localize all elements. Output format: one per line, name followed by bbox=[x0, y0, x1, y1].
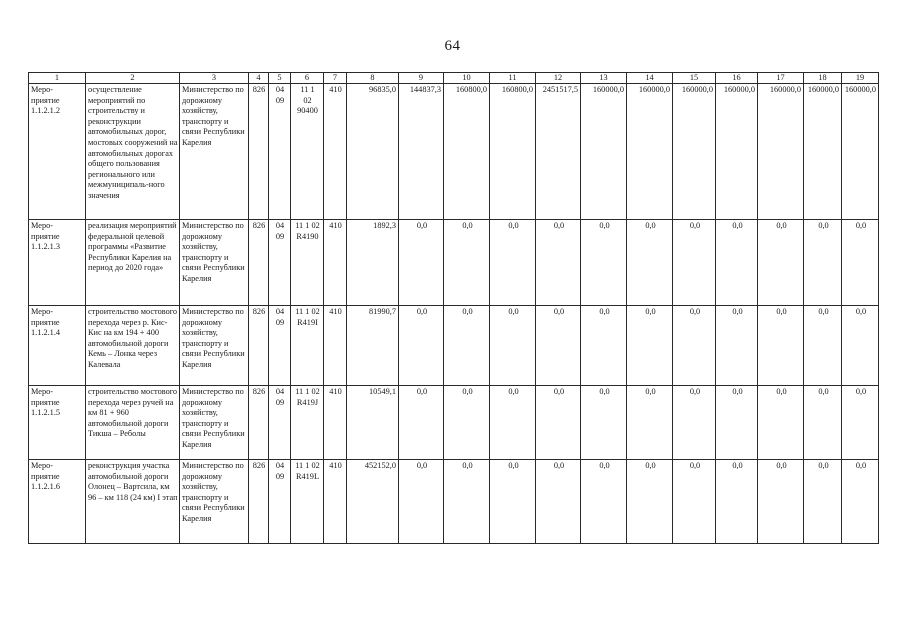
column-number-row bbox=[29, 73, 879, 84]
amount-cell: 0,0 bbox=[399, 306, 444, 386]
column-header: 15 bbox=[673, 73, 716, 84]
amount-cell: 0,0 bbox=[716, 220, 758, 306]
description-cell: осуществление мероприятий по строительству и реконструкции автомобильных дорог, мостовых сооружений на автомобильных дорогах общего пользования регионального или межмуниципаль-ного значения bbox=[86, 84, 180, 220]
amount-cell: 0,0 bbox=[444, 386, 490, 460]
amount-cell: 0,0 bbox=[804, 460, 842, 544]
amount-cell: 0,0 bbox=[804, 386, 842, 460]
amount-cell: 0,0 bbox=[627, 460, 673, 544]
table-body bbox=[29, 84, 879, 544]
executor-cell: Министерство по дорожному хозяйству, транспорту и связи Республики Карелия bbox=[180, 84, 249, 220]
column-header: 3 bbox=[180, 73, 249, 84]
amount-cell: 160800,0 bbox=[490, 84, 536, 220]
amount-cell: 0,0 bbox=[581, 386, 627, 460]
table-row bbox=[29, 460, 879, 544]
table-row bbox=[29, 306, 879, 386]
amount-cell: 0,0 bbox=[842, 386, 879, 460]
target-article-cell: 11 1 02 R419J bbox=[291, 386, 324, 460]
amount-cell: 0,0 bbox=[716, 460, 758, 544]
amount-cell: 0,0 bbox=[716, 386, 758, 460]
description-cell: строительство мостового перехода через р. Кис-Кис на км 194 + 400 автомобильной дороги Кемь – Лонка через Калевала bbox=[86, 306, 180, 386]
amount-cell: 0,0 bbox=[758, 220, 804, 306]
target-article-cell: 11 1 02 90400 bbox=[291, 84, 324, 220]
amount-cell: 160000,0 bbox=[804, 84, 842, 220]
amount-cell: 0,0 bbox=[627, 386, 673, 460]
amount-cell: 0,0 bbox=[627, 220, 673, 306]
column-header: 12 bbox=[536, 73, 581, 84]
amount-cell: 0,0 bbox=[581, 220, 627, 306]
event-cell: Меро- приятие 1.1.2.1.3 bbox=[29, 220, 86, 306]
amount-cell: 0,0 bbox=[444, 306, 490, 386]
amount-cell: 96835,0 bbox=[347, 84, 399, 220]
amount-cell: 0,0 bbox=[758, 386, 804, 460]
amount-cell: 0,0 bbox=[673, 306, 716, 386]
column-header: 19 bbox=[842, 73, 879, 84]
amount-cell: 0,0 bbox=[842, 460, 879, 544]
amount-cell: 160000,0 bbox=[758, 84, 804, 220]
grbs-code-cell: 826 bbox=[249, 306, 269, 386]
expense-type-cell: 410 bbox=[324, 220, 347, 306]
description-cell: строительство мостового перехода через ручей на км 81 + 960 автомобильной дороги Тикша – Реболы bbox=[86, 386, 180, 460]
amount-cell: 0,0 bbox=[490, 460, 536, 544]
amount-cell: 0,0 bbox=[804, 306, 842, 386]
section-code-cell: 04 09 bbox=[269, 460, 291, 544]
amount-cell: 0,0 bbox=[842, 220, 879, 306]
column-header: 13 bbox=[581, 73, 627, 84]
amount-cell: 0,0 bbox=[673, 386, 716, 460]
grbs-code-cell: 826 bbox=[249, 84, 269, 220]
column-header: 10 bbox=[444, 73, 490, 84]
section-code-cell: 04 09 bbox=[269, 386, 291, 460]
amount-cell: 81990,7 bbox=[347, 306, 399, 386]
amount-cell: 0,0 bbox=[842, 306, 879, 386]
amount-cell: 0,0 bbox=[399, 460, 444, 544]
amount-cell: 1892,3 bbox=[347, 220, 399, 306]
column-header: 1 bbox=[29, 73, 86, 84]
amount-cell: 0,0 bbox=[804, 220, 842, 306]
column-header: 5 bbox=[269, 73, 291, 84]
target-article-cell: 11 1 02 R4190 bbox=[291, 220, 324, 306]
expense-type-cell: 410 bbox=[324, 84, 347, 220]
column-header: 2 bbox=[86, 73, 180, 84]
description-cell: реконструкция участка автомобильной дороги Олонец – Вартсила, км 96 – км 118 (24 км) I этап bbox=[86, 460, 180, 544]
amount-cell: 0,0 bbox=[444, 220, 490, 306]
amount-cell: 0,0 bbox=[758, 306, 804, 386]
column-header: 11 bbox=[490, 73, 536, 84]
grbs-code-cell: 826 bbox=[249, 220, 269, 306]
column-header: 14 bbox=[627, 73, 673, 84]
amount-cell: 0,0 bbox=[536, 460, 581, 544]
amount-cell: 160000,0 bbox=[716, 84, 758, 220]
event-cell: Меро- приятие 1.1.2.1.6 bbox=[29, 460, 86, 544]
column-header: 6 bbox=[291, 73, 324, 84]
amount-cell: 0,0 bbox=[716, 306, 758, 386]
event-cell: Меро- приятие 1.1.2.1.4 bbox=[29, 306, 86, 386]
amount-cell: 0,0 bbox=[581, 460, 627, 544]
event-cell: Меро- приятие 1.1.2.1.2 bbox=[29, 84, 86, 220]
section-code-cell: 04 09 bbox=[269, 220, 291, 306]
amount-cell: 160000,0 bbox=[581, 84, 627, 220]
expense-type-cell: 410 bbox=[324, 386, 347, 460]
executor-cell: Министерство по дорожному хозяйству, транспорту и связи Республики Карелия bbox=[180, 460, 249, 544]
column-header: 18 bbox=[804, 73, 842, 84]
executor-cell: Министерство по дорожному хозяйству, транспорту и связи Республики Карелия bbox=[180, 220, 249, 306]
amount-cell: 0,0 bbox=[490, 386, 536, 460]
amount-cell: 160000,0 bbox=[627, 84, 673, 220]
amount-cell: 0,0 bbox=[536, 306, 581, 386]
amount-cell: 10549,1 bbox=[347, 386, 399, 460]
amount-cell: 0,0 bbox=[581, 306, 627, 386]
amount-cell: 0,0 bbox=[673, 460, 716, 544]
amount-cell: 0,0 bbox=[673, 220, 716, 306]
amount-cell: 144837,3 bbox=[399, 84, 444, 220]
grbs-code-cell: 826 bbox=[249, 386, 269, 460]
target-article-cell: 11 1 02 R419I bbox=[291, 306, 324, 386]
expense-type-cell: 410 bbox=[324, 306, 347, 386]
column-header: 4 bbox=[249, 73, 269, 84]
table-row bbox=[29, 84, 879, 220]
grbs-code-cell: 826 bbox=[249, 460, 269, 544]
amount-cell: 0,0 bbox=[490, 306, 536, 386]
amount-cell: 0,0 bbox=[758, 460, 804, 544]
amount-cell: 160800,0 bbox=[444, 84, 490, 220]
column-header: 16 bbox=[716, 73, 758, 84]
column-header: 7 bbox=[324, 73, 347, 84]
amount-cell: 0,0 bbox=[444, 460, 490, 544]
amount-cell: 2451517,5 bbox=[536, 84, 581, 220]
expense-type-cell: 410 bbox=[324, 460, 347, 544]
target-article-cell: 11 1 02 R419L bbox=[291, 460, 324, 544]
amount-cell: 0,0 bbox=[627, 306, 673, 386]
section-code-cell: 04 09 bbox=[269, 306, 291, 386]
amount-cell: 452152,0 bbox=[347, 460, 399, 544]
executor-cell: Министерство по дорожному хозяйству, транспорту и связи Республики Карелия bbox=[180, 306, 249, 386]
column-header: 9 bbox=[399, 73, 444, 84]
amount-cell: 160000,0 bbox=[842, 84, 879, 220]
executor-cell: Министерство по дорожному хозяйству, транспорту и связи Республики Карелия bbox=[180, 386, 249, 460]
column-header: 17 bbox=[758, 73, 804, 84]
table-row bbox=[29, 220, 879, 306]
section-code-cell: 04 09 bbox=[269, 84, 291, 220]
budget-table bbox=[28, 72, 879, 544]
column-header: 8 bbox=[347, 73, 399, 84]
event-cell: Меро- приятие 1.1.2.1.5 bbox=[29, 386, 86, 460]
amount-cell: 0,0 bbox=[536, 220, 581, 306]
page-number: 64 bbox=[444, 38, 461, 54]
table-row bbox=[29, 386, 879, 460]
amount-cell: 0,0 bbox=[490, 220, 536, 306]
amount-cell: 0,0 bbox=[536, 386, 581, 460]
amount-cell: 0,0 bbox=[399, 386, 444, 460]
amount-cell: 0,0 bbox=[399, 220, 444, 306]
description-cell: реализация мероприятий федеральной целевой программы «Развитие Республики Карелия на период до 2020 года» bbox=[86, 220, 180, 306]
amount-cell: 160000,0 bbox=[673, 84, 716, 220]
